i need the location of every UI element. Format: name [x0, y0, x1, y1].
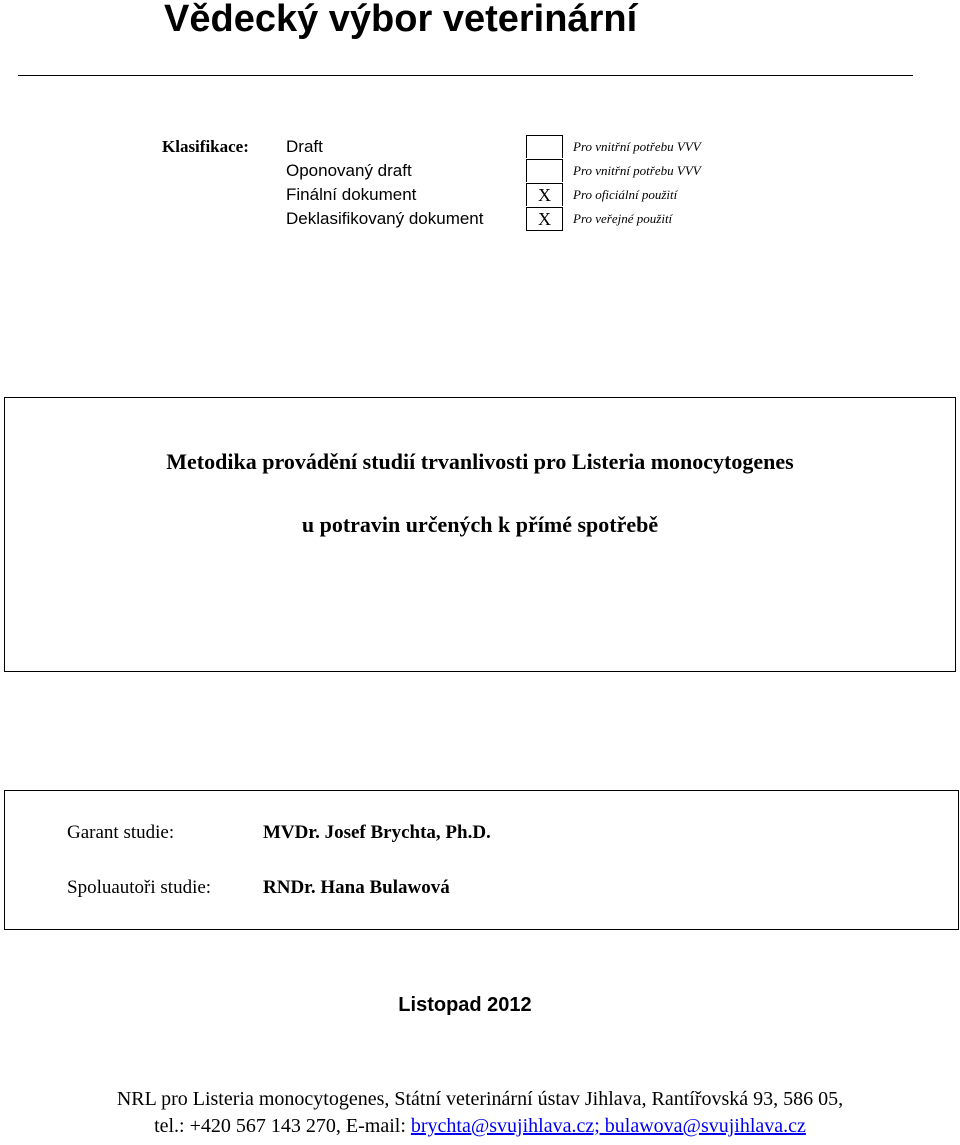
classification-checkbox-final: X	[526, 183, 563, 206]
classification-type-reviewed-draft: Oponovaný draft	[286, 161, 412, 180]
publication-date: Listopad 2012	[398, 994, 532, 1016]
classification-checkbox-draft	[526, 135, 563, 158]
classification-use-reviewed-draft: Pro vnitřní potřebu VVV	[573, 163, 701, 178]
email-link[interactable]: brychta@svujihlava.cz; bulawova@svujihlava.cz	[410, 1115, 806, 1137]
title-divider	[18, 75, 913, 76]
classification-type-declassified: Deklasifikovaný dokument	[286, 209, 484, 228]
authors-box	[4, 790, 959, 930]
footer-address: NRL pro Listeria monocytogenes, Státní veterinární ústav Jihlava, Rantířovská 93, 586 05,	[116, 1088, 844, 1110]
footer-contact	[0, 1115, 960, 1138]
classification-use-final: Pro oficiální použití	[573, 187, 678, 202]
classification-label: Klasifikace:	[162, 137, 249, 156]
document-title: Vědecký výbor veterinární	[164, 0, 638, 40]
classification-checkbox-declassified: X	[526, 207, 563, 231]
guarantor-label: Garant studie:	[67, 822, 175, 843]
guarantor-name: MVDr. Josef Brychta, Ph.D.	[263, 822, 491, 843]
coauthors-label: Spoluautoři studie:	[67, 877, 212, 898]
classification-type-final: Finální dokument	[286, 185, 417, 204]
classification-type-draft: Draft	[286, 137, 323, 156]
classification-use-draft: Pro vnitřní potřebu VVV	[573, 139, 701, 154]
topic-title-line-1: Metodika provádění studií trvanlivosti pro Listeria monocytogenes	[166, 449, 794, 474]
topic-title-line-2: u potravin určených k přímé spotřebě	[301, 512, 659, 537]
coauthors-name: RNDr. Hana Bulawová	[263, 877, 450, 898]
topic-box	[4, 397, 956, 672]
footer-phone: tel.: +420 567 143 270, E-mail:	[154, 1115, 411, 1137]
classification-checkbox-reviewed-draft	[526, 159, 563, 182]
classification-use-declassified: Pro veřejné použití	[573, 211, 673, 226]
